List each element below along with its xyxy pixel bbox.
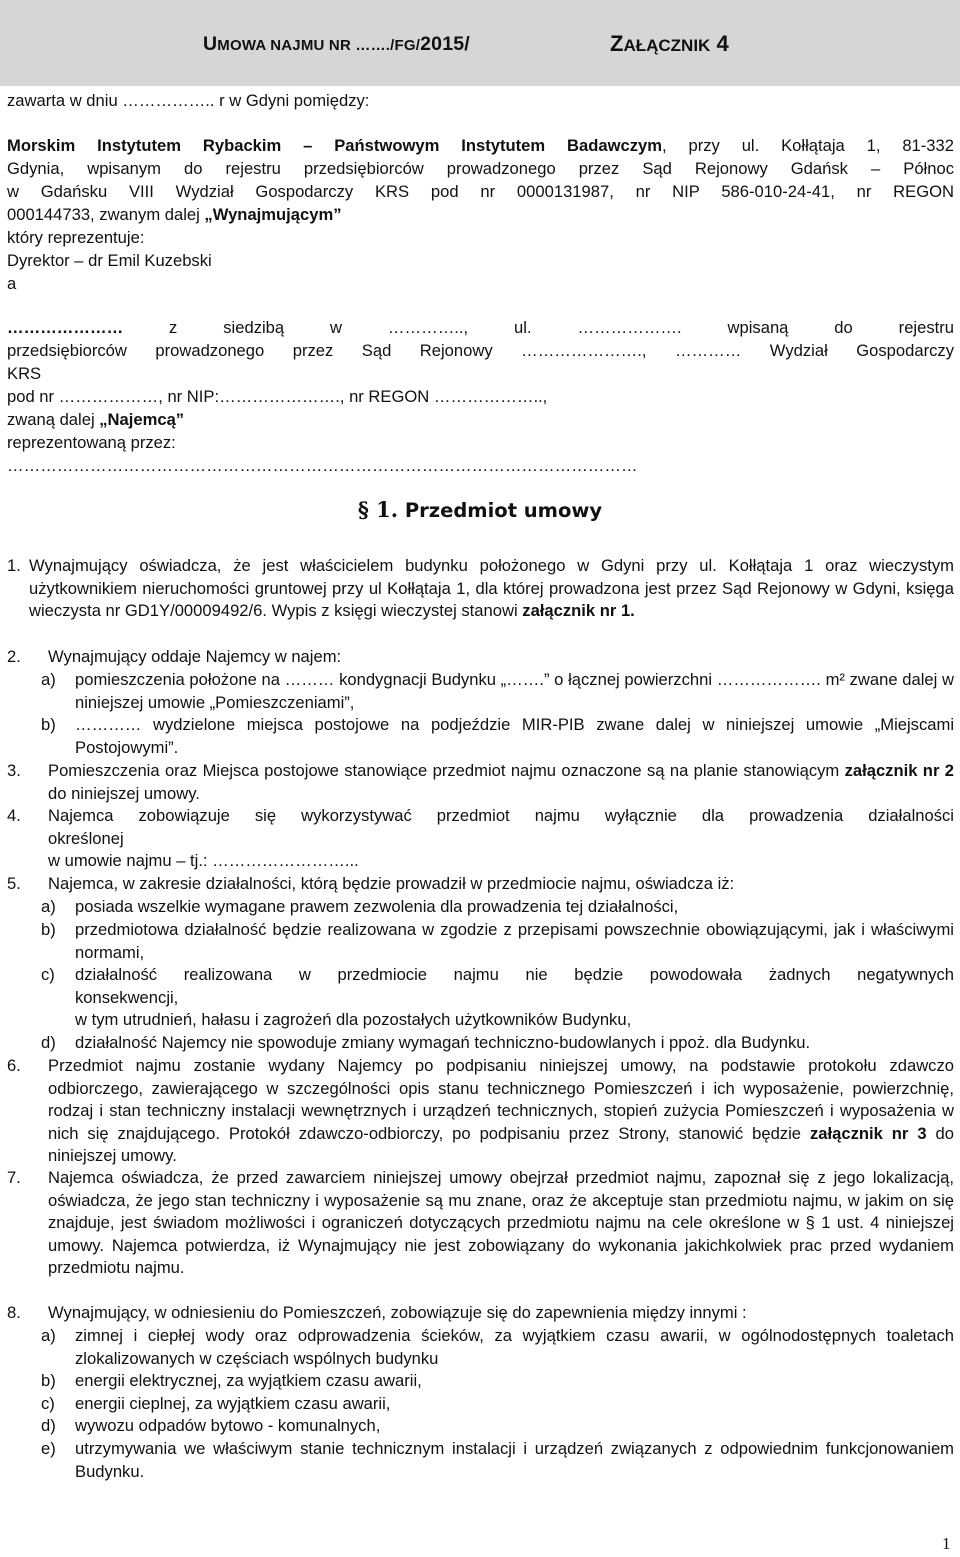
clause-8-c: [41, 1393, 954, 1416]
section-title: Przedmiot umowy: [398, 499, 603, 522]
section-number: 1.: [368, 497, 399, 522]
landlord-term: „Wynajmującym”: [204, 205, 342, 224]
title-number: ……./FG/: [355, 37, 421, 54]
tenant-term-prefix: zwaną dalej: [7, 410, 100, 429]
annex-reference: załącznik nr 3: [809, 1123, 927, 1143]
intro-party2-term: [7, 409, 184, 431]
sub-letter: e): [41, 1439, 56, 1458]
document-header: [0, 0, 960, 86]
sub-text: wywozu odpadów bytowo - komunalnych,: [75, 1416, 381, 1435]
sub-letter: b): [41, 1371, 56, 1390]
sub-text: energii cieplnej, za wyjątkiem czasu awarii,: [75, 1394, 391, 1413]
clause-7: [7, 1167, 954, 1280]
sub-letter: d): [41, 1416, 56, 1435]
clause-text: Najemca oświadcza, że przed zawarciem niniejszej umowy obejrzał przedmiot najmu, zapoznał się z jego lokalizacją, oświadcza, że jego stan techniczny i wyposażenie są mu znane, oraz że akceptuje stan przedmiotu najmu, w jakim on się znajduje, jest świadom możliwości i ograniczeń dotyczących przedmiotu najmu na cele określone w § 1 ust. 4 niniejszej umowy. Najemca potwierdza, iż Wynajmujący nie jest zobowiązany do wykonania jakichkolwiek prac przed wydaniem przedmiotu najmu.: [48, 1168, 954, 1278]
clause-8-e: [41, 1438, 954, 1483]
clause-8-d: [41, 1415, 954, 1438]
clause-text-line1: Najemca zobowiązuje się wykorzystywać przedmiot najmu wyłącznie dla prowadzenia działalności: [48, 806, 954, 825]
clause-number: 8.: [7, 1303, 21, 1322]
sub-letter: c): [41, 1394, 55, 1413]
sub-text-line2: konsekwencji,: [75, 987, 179, 1007]
sub-text: ………… wydzielone miejsca postojowe na podjeździe MIR-PIB zwane dalej w niniejszej umowie „Miejscami Postojowymi”.: [75, 715, 954, 757]
sub-text: działalność Najemcy nie spowoduje zmiany wymagań techniczno-budowlanych i ppoż. dla Budynku.: [75, 1033, 811, 1052]
clause-text: Wynajmujący, w odniesieniu do Pomieszczeń, zobowiązuje się do zapewnienia między innymi :: [48, 1303, 747, 1322]
clause-text: Wynajmujący oddaje Najemcy w najem:: [48, 647, 342, 666]
clause-number: 2.: [7, 647, 21, 666]
party2-name-blank: …………………: [7, 318, 124, 337]
clause-1: [7, 555, 954, 623]
sub-text: zimnej i ciepłej wody oraz odprowadzenia ścieków, za wyjątkiem czasu awarii, w ogólnodostępnych toaletach zlokalizowanych w częściach wspólnych budynku: [75, 1326, 954, 1368]
clause-number: 3.: [7, 761, 21, 780]
title-year: 2015/: [420, 33, 470, 55]
sub-text-line3: w tym utrudnień, hałasu i zagrożeń dla pozostałych użytkowników Budynku,: [75, 1010, 632, 1030]
intro-party2-line2: przedsiębiorców prowadzonego przez Sąd Rejonowy …………………., ………… Wydział Gospodarczy: [7, 341, 954, 360]
clause-text: [48, 1055, 954, 1168]
party1-regon: 000144733, zwanym dalej: [7, 205, 205, 224]
director-line: Dyrektor – dr Emil Kuzebski: [7, 251, 212, 270]
clause-body: Wynajmujący oświadcza, że jest właścicielem budynku położonego w Gdyni przy ul. Kołłątaja 1 oraz wieczystym użytkownikiem nieruchomości gruntowej przy ul Kołłątaja 1, dla której prowadzona jest przez Sąd Rejonowy w Gdyni, księga wieczysta nr GD1Y/00009492/6. Wypis z księgi wieczystej stanowi: [29, 556, 954, 621]
sub-letter: a): [41, 670, 56, 689]
party1-address: , przy ul. Kołłątaja 1, 81-332: [662, 136, 954, 155]
annex-label: [610, 31, 729, 57]
clause-2-b: [41, 714, 954, 759]
clause-text: [29, 555, 954, 623]
sub-text: energii elektrycznej, za wyjątkiem czasu awarii,: [75, 1371, 422, 1390]
sub-letter: b): [41, 715, 56, 734]
section-heading: [0, 497, 960, 522]
annex-initial: Z: [610, 31, 624, 56]
annex-reference: załącznik nr 1.: [522, 601, 635, 621]
clause-5-c: [41, 964, 954, 1032]
clause-body: Przedmiot najmu zostanie wydany Najemcy po podpisaniu niniejszej umowy, na podstawie protokołu zdawczo odbiorczego, zawierającego w szczególności opis stanu technicznego Pomieszczeń i ich wyposażenie, powierzchnię, rodzaj i stan techniczny instalacji wewnętrznych i urządzeń technicznych, stopień zużycia Pomieszczeń i wyposażenia w nich się znajdującego. Protokół zdawczo-odbiorczy, po podpisaniu przez Strony, stanowić będzie: [48, 1056, 954, 1143]
sub-text: pomieszczenia położone na ……… kondygnacji Budynku „…….” o łącznej powierzchni ………………. m² zwane dalej w niniejszej umowie „Pomieszczeniami”,: [75, 670, 954, 712]
sub-letter: c): [41, 965, 55, 984]
tenant-term: „Najemcą”: [99, 410, 185, 429]
intro-date-line: zawarta w dniu …………….. r w Gdyni pomiędzy:: [7, 91, 370, 110]
represented-by-label: reprezentowaną przez:: [7, 433, 176, 452]
intro-party2-numbers: pod nr ………………, nr NIP:…………………., nr REGON ………………..,: [7, 387, 548, 406]
sub-text: przedmiotowa działalność będzie realizowana w zgodzie z przepisami powszechnie obowiązującymi, jak i właściwymi normami,: [75, 920, 954, 962]
sub-letter: a): [41, 1326, 56, 1345]
title-initial: U: [203, 33, 218, 55]
intro-party2-krs: KRS: [7, 364, 42, 383]
sub-text: utrzymywania we właściwym stanie technicznym instalacji i urządzeń związanych z odpowiednim funkcjonowaniem Budynku.: [75, 1439, 954, 1481]
intro-party1-line3: w Gdańsku VIII Wydział Gospodarczy KRS pod nr 0000131987, nr NIP 586-010-24-41, nr REGON: [7, 182, 954, 201]
representative-blank: ……………………………………………………………………………………………………: [7, 456, 638, 475]
sub-text: posiada wszelkie wymagane prawem zezwolenia dla prowadzenia tej działalności,: [75, 897, 679, 916]
clause-number: 5.: [7, 874, 21, 893]
clause-8: [7, 1302, 954, 1325]
clause-2: [7, 646, 954, 669]
annex-reference: załącznik nr 2: [844, 761, 954, 780]
clause-tail: do niniejszej umowy.: [48, 1123, 954, 1166]
clause-tail: do niniejszej umowy.: [48, 783, 200, 803]
clause-2-a: [41, 669, 954, 714]
annex-caps: AŁĄCZNIK: [623, 36, 711, 55]
conjunction-a: a: [7, 274, 17, 293]
clause-text-line3: w umowie najmu – tj.: ……………………...: [48, 851, 359, 871]
intro-party1-line2: Gdynia, wpisanym do rejestru przedsiębiorców prowadzonego przez Sąd Rejonowy Gdańsk – Północ: [7, 159, 954, 178]
page-number: 1: [942, 1534, 951, 1553]
clause-5-b: [41, 919, 954, 964]
clause-5-a: [41, 896, 954, 919]
clause-text: [48, 760, 954, 805]
party2-seat: z siedzibą w ………….., ul. ………………. wpisaną do rejestru: [123, 318, 954, 337]
clause-number: 6.: [7, 1056, 21, 1075]
sub-letter: d): [41, 1033, 56, 1052]
clause-number: 4.: [7, 806, 21, 825]
clause-number: 1.: [7, 556, 21, 575]
intro-party1-line1: [7, 135, 954, 157]
clause-8-b: [41, 1370, 954, 1393]
sub-letter: a): [41, 897, 56, 916]
sub-letter: b): [41, 920, 56, 939]
clause-body: Pomieszczenia oraz Miejsca postojowe stanowiące przedmiot najmu oznaczone są na planie stanowiącym: [48, 761, 845, 780]
intro-party1-line4: [7, 204, 342, 226]
sub-text-line1: działalność realizowana w przedmiocie najmu nie będzie powodowała żadnych negatywnych: [75, 965, 954, 984]
clause-5-d: [41, 1032, 954, 1055]
clause-5: [7, 873, 954, 896]
clause-3: [7, 760, 954, 805]
clause-text: Najemca, w zakresie działalności, którą będzie prowadził w przedmiocie najmu, oświadcza iż:: [48, 874, 735, 893]
annex-number: 4: [710, 31, 729, 56]
clause-4: [7, 805, 954, 873]
clause-8-a: [41, 1325, 954, 1370]
clause-text-line2: określonej: [48, 828, 124, 848]
representative-label: który reprezentuje:: [7, 228, 145, 247]
clause-number: 7.: [7, 1168, 21, 1187]
paragraph-sign: §: [357, 497, 369, 522]
title-caps: MOWA NAJMU NR: [217, 37, 356, 54]
party1-name: Morskim Instytutem Rybackim – Państwowym Instytutem Badawczym: [7, 136, 662, 155]
contract-title: [203, 33, 470, 56]
clause-6: [7, 1055, 954, 1168]
intro-party2-line1: [7, 317, 954, 339]
